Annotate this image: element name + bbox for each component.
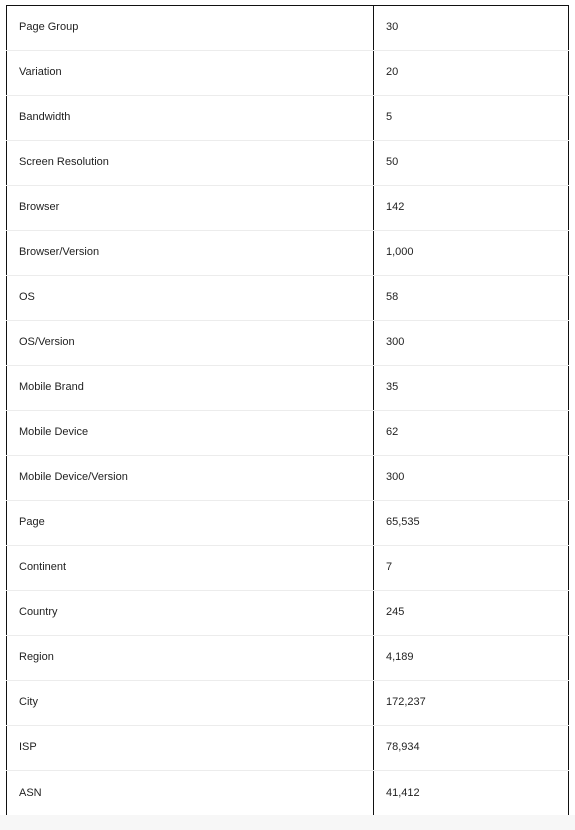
table-row [7,6,569,51]
table-row [7,141,569,186]
table-row [7,501,569,546]
table-row [7,51,569,96]
table-row [7,411,569,456]
dimension-cell: Region [7,636,374,681]
page-bottom-strip [0,815,575,830]
dimension-cell: Continent [7,546,374,591]
limit-cell: 142 [374,186,569,231]
table-row [7,771,569,816]
table-body [7,6,569,816]
dimension-cell: Page [7,501,374,546]
dimension-cell: Browser [7,186,374,231]
limit-cell: 35 [374,366,569,411]
table-row [7,186,569,231]
table-row [7,456,569,501]
limit-cell: 20 [374,51,569,96]
dimension-cell: ISP [7,726,374,771]
limit-cell: 62 [374,411,569,456]
limit-cell: 4,189 [374,636,569,681]
dimension-cell: OS/Version [7,321,374,366]
dimension-cell: Variation [7,51,374,96]
dimension-limits-table [6,5,569,816]
table-row [7,726,569,771]
limit-cell: 78,934 [374,726,569,771]
limit-cell: 300 [374,456,569,501]
limit-cell: 58 [374,276,569,321]
dimension-cell: Browser/Version [7,231,374,276]
dimension-cell: OS [7,276,374,321]
table-row [7,231,569,276]
limit-cell: 300 [374,321,569,366]
table-row [7,366,569,411]
table-row [7,591,569,636]
dimension-cell: Bandwidth [7,96,374,141]
limit-cell: 5 [374,96,569,141]
table-row [7,276,569,321]
dimension-cell: Country [7,591,374,636]
limit-cell: 7 [374,546,569,591]
dimension-cell: Mobile Device/Version [7,456,374,501]
table-row [7,636,569,681]
dimension-cell: Mobile Device [7,411,374,456]
dimension-cell: Screen Resolution [7,141,374,186]
dimension-cell: ASN [7,771,374,816]
limit-cell: 65,535 [374,501,569,546]
limit-cell: 41,412 [374,771,569,816]
dimension-cell: Mobile Brand [7,366,374,411]
limit-cell: 245 [374,591,569,636]
limit-cell: 172,237 [374,681,569,726]
table-row [7,96,569,141]
table-row [7,321,569,366]
limit-cell: 50 [374,141,569,186]
table-row [7,546,569,591]
limit-cell: 1,000 [374,231,569,276]
dimension-cell: City [7,681,374,726]
dimension-cell: Page Group [7,6,374,51]
table-row [7,681,569,726]
limit-cell: 30 [374,6,569,51]
